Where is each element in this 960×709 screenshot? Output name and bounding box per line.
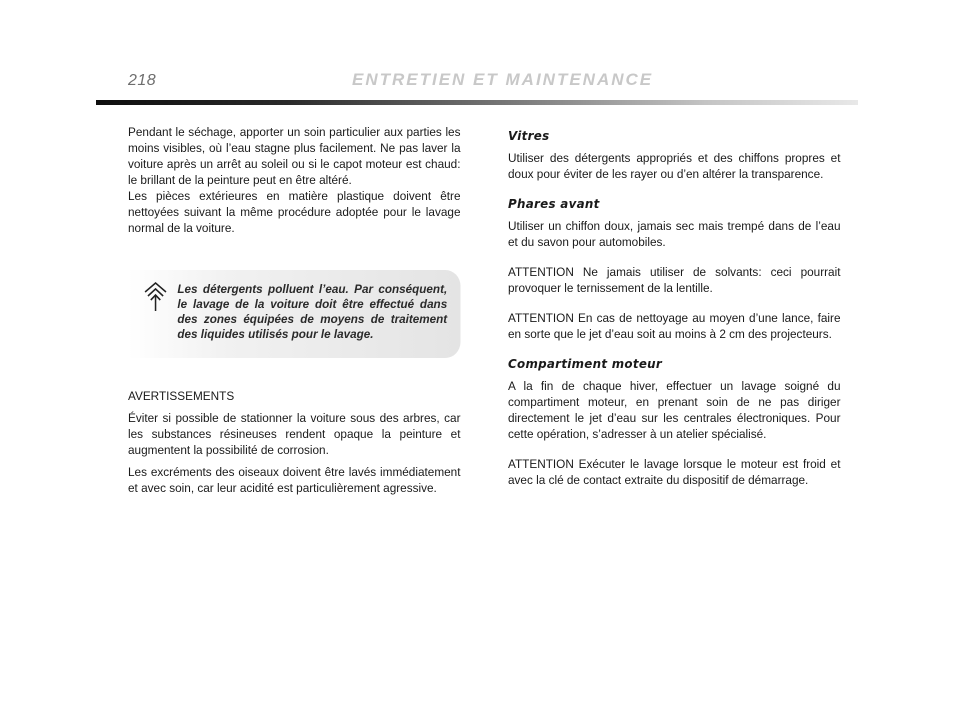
warning-text: Les détergents polluent l’eau. Par conséquent, le lavage de la voiture doit être effectué dans des zones équipées de moyens de traitement des liquides utilisés pour le lavage. [177, 282, 448, 341]
avert-paragraph-trees: Éviter si possible de stationner la voiture sous des arbres, car les substances résineuses rendent opaque la peinture et augmentent la possibilité de corrosion. [128, 411, 461, 457]
moteur-attention: ATTENTION Exécuter le lavage lorsque le moteur est froid et avec la clé de contact extraite du dispositif de démarrage. [508, 457, 841, 487]
avertissements-heading: AVERTISSEMENTS [128, 389, 235, 403]
avert-paragraph-birds: Les excréments des oiseaux doivent être lavés immédiatement et avec soin, car leur acidité est particulièrement agressive. [128, 465, 461, 495]
page-header-title: ENTRETIEN ET MAINTENANCE [352, 70, 654, 89]
phares-attention-solvents: ATTENTION Ne jamais utiliser de solvants: ceci pourrait provoquer le ternissement de la lentille. [508, 265, 841, 295]
body-paragraph-plastic: Les pièces extérieures en matière plastique doivent être nettoyées suivant la même procédure adoptée pour le lavage normal de la voiture. [128, 189, 461, 235]
moteur-text: A la fin de chaque hiver, effectuer un lavage soigné du compartiment moteur, en prenant soin de ne pas diriger directement le jet d’eau sur les centrales électroniques. Pour cette opération, s’adresser à un atelier spécialisé. [508, 379, 841, 441]
vitres-text: Utiliser des détergents appropriés et des chiffons propres et doux pour éviter de les rayer ou d’en altérer la transparence. [508, 151, 841, 181]
section-title-moteur: Compartiment moteur [508, 356, 663, 371]
right-column [508, 128, 841, 488]
recycling-arrow-icon [143, 280, 168, 312]
section-title-phares: Phares avant [508, 196, 600, 211]
phares-attention-lance: ATTENTION En cas de nettoyage au moyen d’une lance, faire en sorte que le jet d’eau soit au moins à 2 cm des projecteurs. [508, 311, 841, 341]
phares-text: Utiliser un chiffon doux, jamais sec mais trempé dans de l’eau et du savon pour automobiles. [508, 219, 841, 249]
body-paragraph-drying: Pendant le séchage, apporter un soin particulier aux parties les moins visibles, où l’eau stagne plus facilement. Ne pas laver la voiture après un arrêt au soleil ou si le capot moteur est chaud: le brillant de la peinture peut en être altéré. [128, 125, 461, 187]
page-number: 218 [128, 72, 157, 89]
section-title-vitres: Vitres [508, 128, 550, 143]
header-rule [96, 100, 858, 105]
environment-warning-box [128, 270, 461, 358]
left-column [128, 124, 461, 496]
